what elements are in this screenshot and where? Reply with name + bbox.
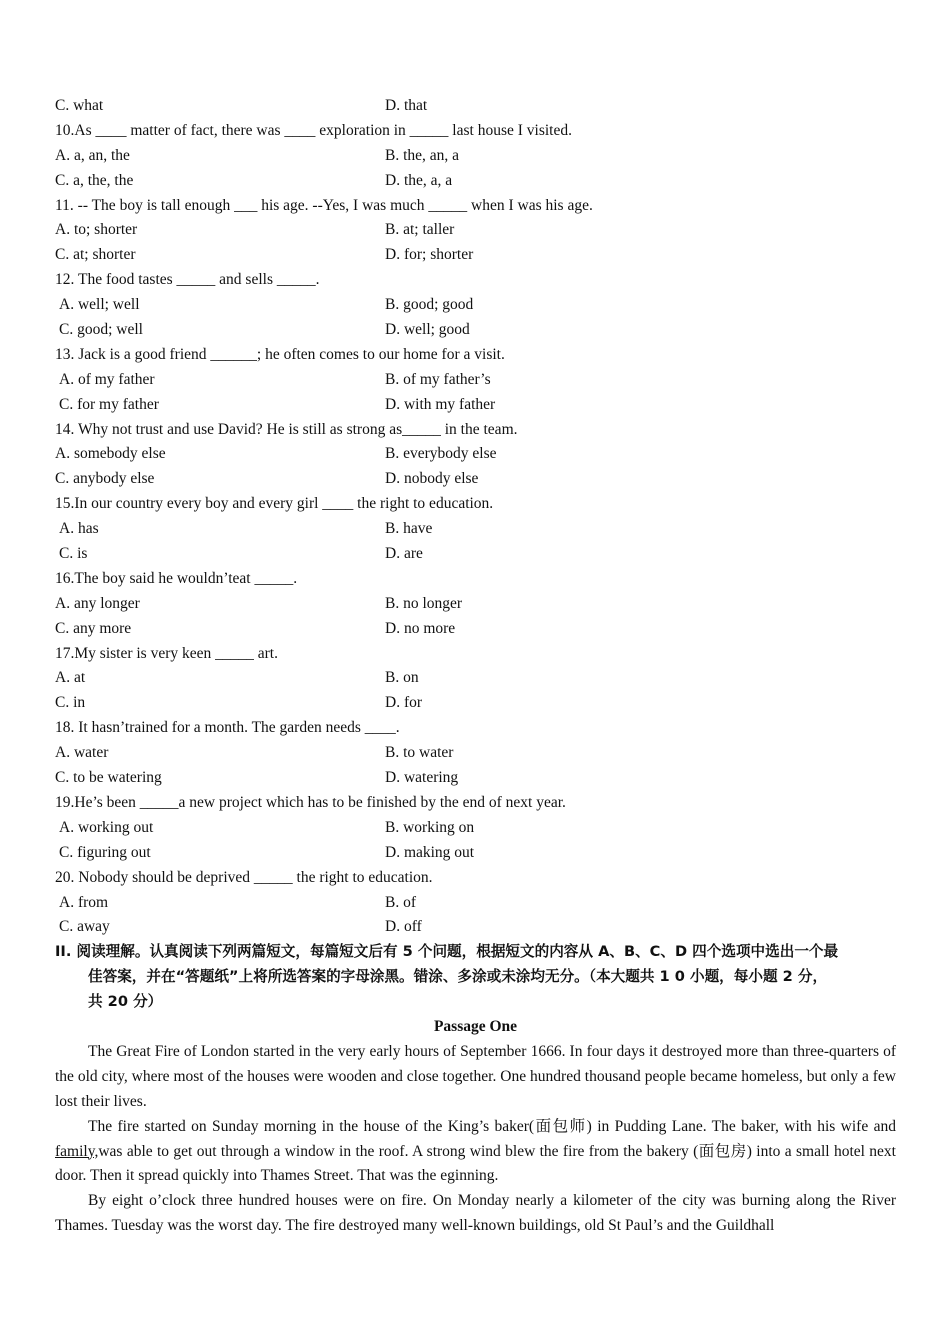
option-left: C. is	[59, 545, 88, 563]
paragraph-text: The fire started on Sunday morning in the house of the King’s baker(面包师) in Pudding Lane. The baker, with his wife and	[88, 1117, 896, 1135]
option-row	[55, 218, 896, 243]
passage-paragraph-1: The Great Fire of London started in the very early hours of September 1666. In four days it destroyed more than three-quarters of the old city, where most of the houses were wooden and close together. One hundred thousand people became homeless, but only a few lost their lives.	[55, 1042, 896, 1110]
option-row	[55, 542, 896, 567]
option-row	[55, 592, 896, 617]
option-right: D. with my father	[385, 395, 496, 413]
question-stem: 17.My sister is very keen _____ art.	[55, 644, 278, 662]
option-row	[55, 94, 896, 119]
option-right: B. everybody else	[385, 445, 497, 463]
option-right: B. to water	[385, 744, 454, 762]
option-right: D. no more	[385, 619, 456, 637]
option-row	[55, 766, 896, 791]
option-left: C. in	[55, 694, 86, 712]
option-row	[55, 318, 896, 343]
section-heading-line2: 佳答案，并在“答题纸”上将所选答案的字母涂黑。错涂、多涂或未涂均无分。（本大题共 1 0 小题，每小题 2 分，	[88, 968, 828, 986]
section-heading-line3: 共 20 分）	[88, 993, 163, 1011]
option-row	[55, 666, 896, 691]
option-right: D. making out	[385, 843, 475, 861]
question-stem: 11. -- The boy is tall enough ___ his age. --Yes, I was much _____ when I was his age.	[55, 196, 593, 214]
option-left: A. a, an, the	[55, 146, 130, 164]
option-right: B. at; taller	[385, 221, 455, 239]
option-row	[55, 393, 896, 418]
option-row	[55, 368, 896, 393]
option-row	[55, 816, 896, 841]
option-left: A. of my father	[59, 370, 155, 388]
option-right: B. on	[385, 669, 419, 687]
option-left: C. at; shorter	[55, 246, 136, 264]
option-right: D. off	[385, 918, 422, 936]
option-right: B. good; good	[385, 296, 474, 314]
option-right: D. watering	[385, 769, 459, 787]
option-right: D. are	[385, 545, 423, 563]
question-stem: 16.The boy said he wouldn’teat _____.	[55, 569, 298, 587]
option-left: A. to; shorter	[55, 221, 138, 239]
option-row	[55, 517, 896, 542]
option-right: B. have	[385, 520, 433, 538]
section-heading-line1: II. 阅读理解。认真阅读下列两篇短文，每篇短文后有 5 个问题，根据短文的内容从 A、B、C、D 四个选项中选出一个最	[55, 943, 839, 961]
option-left: C. a, the, the	[55, 171, 134, 189]
option-left: C. to be watering	[55, 769, 162, 787]
passage-title: Passage One	[433, 1018, 518, 1035]
option-right: D. that	[385, 97, 428, 114]
option-right: B. of	[385, 893, 416, 911]
option-left: C. what	[55, 97, 104, 114]
option-left: C. good; well	[59, 321, 143, 339]
option-right: D. for	[385, 694, 423, 712]
option-left: C. any more	[55, 619, 132, 637]
passage-paragraph-3: By eight o’clock three hundred houses were on fire. On Monday nearly a kilometer of the city was burning along the River Thames. Tuesday was the worst day. The fire destroyed many well-known buildings, old St Paul’s and the Guildhall	[55, 1192, 896, 1235]
underlined-word: family,	[55, 1142, 99, 1160]
question-stem: 14. Why not trust and use David? He is still as strong as_____ in the team.	[55, 420, 518, 438]
option-row	[55, 293, 896, 318]
option-row	[55, 891, 896, 916]
question-stem: 15.In our country every boy and every girl ____ the right to education.	[55, 495, 494, 513]
option-row	[55, 442, 896, 467]
option-right: B. no longer	[385, 594, 463, 612]
paragraph-text: was able to get out through a window in the roof. A strong wind blew the fire from the bakery (面包房) into a small hotel next door. Then it spread quickly into Thames Street. That was the eginning.	[55, 1142, 896, 1185]
option-row	[55, 169, 896, 194]
option-left: A. working out	[59, 818, 154, 836]
option-row	[55, 741, 896, 766]
option-right: B. of my father’s	[385, 370, 491, 388]
question-stem: 19.He’s been _____a new project which has to be finished by the end of next year.	[55, 793, 566, 811]
option-left: A. at	[55, 669, 86, 687]
question-stem: 10.As ____ matter of fact, there was ____ exploration in _____ last house I visited.	[55, 121, 572, 139]
option-left: C. away	[59, 918, 110, 936]
option-right: D. nobody else	[385, 470, 479, 488]
option-left: A. somebody else	[55, 445, 166, 463]
option-left: A. any longer	[55, 594, 140, 612]
option-row	[55, 841, 896, 866]
option-right: D. the, a, a	[385, 171, 453, 189]
option-row	[55, 467, 896, 492]
option-left: A. well; well	[59, 296, 140, 314]
question-stem: 20. Nobody should be deprived _____ the right to education.	[55, 868, 433, 886]
option-left: A. has	[59, 520, 99, 538]
section-heading	[55, 940, 896, 1015]
option-right: B. the, an, a	[385, 146, 460, 164]
option-left: A. water	[55, 744, 109, 762]
option-left: A. from	[59, 893, 109, 911]
option-left: C. anybody else	[55, 470, 155, 488]
question-list	[55, 94, 896, 940]
option-right: B. working on	[385, 818, 475, 836]
question-stem: 12. The food tastes _____ and sells _____.	[55, 271, 320, 289]
question-stem: 13. Jack is a good friend ______; he often comes to our home for a visit.	[55, 345, 505, 363]
passage-paragraph-2	[55, 1115, 896, 1190]
option-right: D. well; good	[385, 321, 470, 339]
option-row	[55, 243, 896, 268]
option-row	[55, 915, 896, 940]
option-row	[55, 144, 896, 169]
option-left: C. figuring out	[59, 843, 151, 861]
option-right: D. for; shorter	[385, 246, 474, 264]
exam-page	[55, 94, 896, 1239]
option-row	[55, 617, 896, 642]
option-left: C. for my father	[59, 395, 159, 413]
option-row	[55, 691, 896, 716]
question-stem: 18. It hasn’trained for a month. The garden needs ____.	[55, 719, 400, 737]
